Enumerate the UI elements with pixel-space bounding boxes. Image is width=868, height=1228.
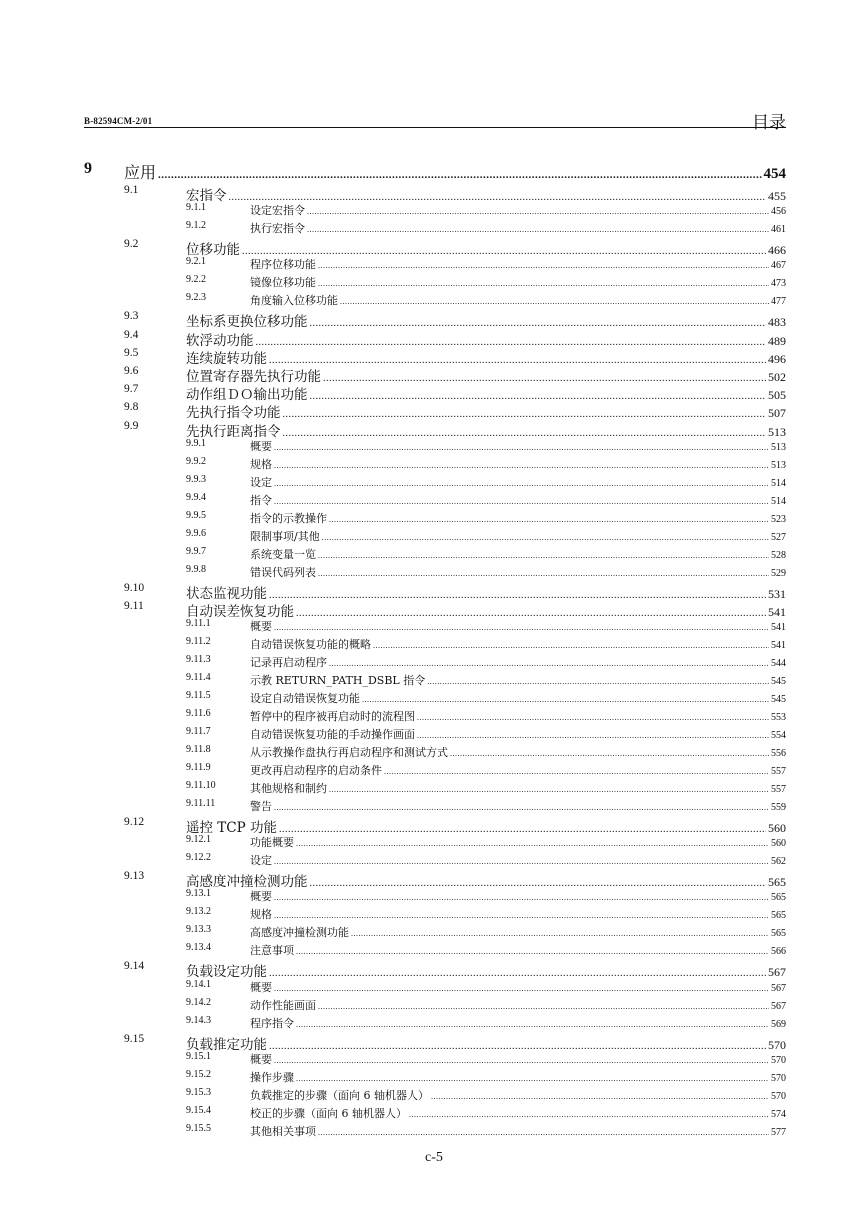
dot-leader [318,279,769,287]
toc-subsection-entry [84,744,786,762]
entry-page: 544 [771,658,786,670]
dot-leader [283,409,767,419]
entry-page: 570 [768,1037,786,1052]
entry-number: 9.8 [124,401,139,414]
entry-page: 554 [771,730,786,742]
toc-subsection-entry [84,888,786,906]
page-number: c-5 [425,1150,443,1165]
entry-page: 473 [771,278,786,290]
toc-subsection-entry [84,492,786,510]
entry-page: 567 [771,982,786,994]
entry-title: 设定 [250,854,272,868]
toc-section-entry [84,310,786,331]
entry-title: 自动错误恢复功能的手动操作画面 [250,728,415,742]
entry-title: 限制事项/其他 [250,529,320,543]
entry-page: 577 [771,1126,786,1138]
toc-section-entry [84,582,786,600]
dot-leader [450,749,769,757]
entry-title: 软浮动功能 [186,332,254,349]
entry-number: 9.9.8 [186,563,206,575]
entry-title: 负载推定功能 [186,1036,267,1053]
entry-title: 宏指令 [186,188,227,204]
entry-number: 9.14 [124,960,145,973]
entry-title: 概要 [250,439,272,453]
entry-title: 注意事项 [250,944,294,958]
entry-number: 9.1 [124,184,139,196]
dot-leader [158,169,761,180]
entry-number: 9.14.2 [186,996,211,1008]
entry-title: 高感度冲撞检测功能 [186,874,308,891]
entry-page: 531 [768,586,786,601]
dot-leader [274,1056,769,1064]
entry-page: 541 [771,622,786,634]
entry-number: 9.11.9 [186,762,211,774]
toc-subsection-entry [84,852,786,870]
entry-page: 513 [768,424,786,439]
entry-number: 9.15 [124,1032,145,1045]
entry-number: 9.11.11 [186,798,216,810]
dot-leader [431,1092,769,1100]
entry-page: 455 [768,189,786,203]
dot-leader [310,318,767,328]
toc-subsection-entry [84,546,786,564]
dot-leader [274,623,769,631]
entry-page: 541 [768,604,786,619]
dot-leader [274,893,769,901]
dot-leader [322,533,769,541]
entry-title: 动作性能画面 [250,998,316,1012]
entry-number: 9.11.1 [186,618,211,630]
toc-subsection-entry [84,780,786,798]
dot-leader [274,803,769,811]
entry-title: 角度输入位移功能 [250,294,338,308]
entry-number: 9.11.2 [186,636,211,648]
dot-leader [373,641,769,649]
toc-subsection-entry [84,1051,786,1069]
entry-page: 513 [771,459,786,471]
entry-title: 程序指令 [250,1016,294,1030]
entry-page: 514 [771,495,786,507]
dot-leader [384,767,769,775]
toc-section-entry [84,347,786,365]
entry-title: 概要 [250,890,272,904]
dot-leader [242,246,766,256]
entry-page: 565 [771,910,786,922]
entry-title: 警告 [250,800,272,814]
entry-page: 466 [768,243,786,258]
toc-subsection-entry [84,762,786,780]
entry-number: 9.2.1 [186,256,206,268]
entry-number: 9.1.1 [186,202,206,214]
entry-title: 系统变量一览 [250,547,316,561]
entry-title: 执行宏指令 [250,222,305,236]
entry-number: 9.15.4 [186,1104,211,1116]
entry-number: 9.3 [124,310,139,323]
toc-subsection-entry [84,924,786,942]
toc-subsection-entry [84,1123,786,1141]
dot-leader [427,677,769,685]
toc-subsection-entry [84,1015,786,1033]
entry-number: 9.9.7 [186,545,206,557]
entry-page: 556 [771,748,786,760]
entry-title: 设定 [250,475,272,489]
entry-page: 545 [771,694,786,706]
entry-number: 9.14.3 [186,1014,211,1026]
toc-subsection-entry [84,672,786,690]
entry-title: 概要 [250,620,272,634]
toc-section-entry [84,365,786,383]
entry-number: 9.9.3 [186,473,206,485]
toc-section-entry [84,816,786,837]
entry-number: 9.2.2 [186,274,206,286]
entry-title: 设定自动错误恢复功能 [250,692,360,706]
entry-number: 9.12.2 [186,852,211,864]
entry-number: 9.15.5 [186,1122,211,1134]
entry-page: 557 [771,766,786,778]
entry-number: 9.11 [124,599,144,612]
dot-leader [274,857,769,865]
dot-leader [318,1128,769,1136]
toc-section-entry [84,238,786,259]
toc-subsection-entry [84,474,786,492]
toc-subsection-entry [84,708,786,726]
entry-title: 镜像位移功能 [250,276,316,290]
toc-subsection-entry [84,274,786,292]
entry-page: 514 [771,477,786,489]
dot-leader [310,878,767,888]
entry-number: 9.9.6 [186,527,206,539]
entry-title: 负载推定的步骤（面向 6 轴机器人） [250,1088,429,1102]
entry-title: 操作步骤 [250,1070,294,1084]
entry-page: 461 [771,224,786,236]
entry-page: 483 [768,315,786,330]
toc-section-entry [84,184,786,202]
entry-page: 513 [771,441,786,453]
entry-page: 562 [771,856,786,868]
entry-page: 507 [768,406,786,421]
dot-leader [340,297,769,305]
chapter-page: 454 [763,166,786,182]
entry-title: 状态监视功能 [186,585,267,602]
entry-number: 9.12.1 [186,834,211,846]
dot-leader [329,515,769,523]
dot-leader [409,1110,769,1118]
toc-subsection-entry [84,979,786,997]
entry-number: 9.13 [124,870,145,883]
toc-section-entry [84,329,786,347]
toc-subsection-entry [84,202,786,220]
table-of-contents [84,160,786,1141]
entry-title: 设定宏指令 [250,204,305,218]
entry-page: 567 [768,965,786,980]
entry-page: 529 [771,567,786,579]
dot-leader [351,929,769,937]
toc-subsection-entry [84,690,786,708]
document-code: B-82594CM-2/01 [84,116,153,126]
entry-page: 502 [768,369,786,384]
entry-title: 位置寄存器先执行功能 [186,368,321,385]
entry-number: 9.9.4 [186,491,206,503]
dot-leader [417,713,769,721]
entry-title: 其他相关事项 [250,1124,316,1138]
dot-leader [307,207,769,215]
entry-title: 错误代码列表 [250,565,316,579]
entry-title: 暂停中的程序被再启动时的流程图 [250,710,415,724]
entry-page: 565 [771,928,786,940]
entry-title: 指令 [250,493,272,507]
entry-page: 559 [771,802,786,814]
entry-page: 560 [771,838,786,850]
dot-leader [310,391,767,401]
entry-title: 负载设定功能 [186,964,267,981]
entry-number: 9.9.2 [186,455,206,467]
entry-page: 569 [771,1018,786,1030]
dot-leader [296,608,766,618]
entry-page: 570 [771,1090,786,1102]
entry-number: 9.11.6 [186,708,211,720]
entry-page: 527 [771,531,786,543]
entry-number: 9.15.1 [186,1050,211,1062]
entry-number: 9.10 [124,581,145,594]
toc-subsection-entry [84,1069,786,1087]
toc-section-entry [84,870,786,891]
entry-page: 456 [771,206,786,218]
dot-leader [296,1074,769,1082]
toc-subsection-entry [84,510,786,528]
entry-title: 遥控 TCP 功能 [186,820,277,837]
entry-title: 程序位移功能 [250,258,316,272]
entry-page: 541 [771,640,786,652]
entry-page: 567 [771,1000,786,1012]
entry-number: 9.13.1 [186,888,211,900]
toc-subsection-entry [84,636,786,654]
entry-page: 528 [771,549,786,561]
entry-title: 坐标系更换位移功能 [186,314,308,331]
dot-leader [323,373,766,383]
entry-title: 高感度冲撞检测功能 [250,926,349,940]
entry-number: 9.11.10 [186,780,216,792]
entry-page: 477 [771,296,786,308]
dot-leader [318,569,769,577]
entry-number: 9.13.4 [186,942,211,954]
entry-number: 9.11.7 [186,726,211,738]
entry-title: 连续旋转功能 [186,350,267,367]
entry-page: 560 [768,821,786,836]
toc-section-entry [84,1033,786,1051]
entry-page: 489 [768,333,786,348]
entry-number: 9.13.2 [186,906,211,918]
toc-subsection-entry [84,528,786,546]
header-title: 目录 [752,113,786,133]
toc-subsection-entry [84,456,786,474]
dot-leader [229,192,767,202]
toc-subsection-entry [84,1105,786,1123]
dot-leader [362,695,769,703]
entry-number: 9.15.2 [186,1068,211,1080]
entry-page: 467 [771,260,786,272]
entry-title: 指令的示教操作 [250,511,327,525]
entry-number: 9.2.3 [186,292,206,304]
toc-subsection-entry [84,942,786,960]
toc-subsection-entry [84,618,786,636]
toc-subsection-entry [84,798,786,816]
dot-leader [269,355,766,365]
entry-title: 概要 [250,1052,272,1066]
entry-title: 位移功能 [186,242,240,259]
entry-title: 从示教操作盘执行再启动程序和测试方式 [250,746,448,760]
entry-number: 9.11.8 [186,744,211,756]
entry-title: 记录再启动程序 [250,656,327,670]
dot-leader [307,225,769,233]
entry-title: 规格 [250,908,272,922]
entry-number: 9.9 [124,419,139,432]
entry-number: 9.12 [124,816,145,829]
dot-leader [269,590,766,600]
entry-title: 其他规格和制约 [250,782,327,796]
toc-section-entry [84,600,786,618]
entry-number: 9.11.4 [186,672,211,684]
entry-page: 566 [771,946,786,958]
dot-leader [318,261,769,269]
dot-leader [318,551,769,559]
entry-page: 565 [771,892,786,904]
entry-page: 496 [768,351,786,366]
entry-title: 动作组ＤＯ输出功能 [186,387,308,404]
entry-page: 505 [768,388,786,403]
entry-title: 规格 [250,457,272,471]
entry-title: 概要 [250,980,272,994]
entry-page: 523 [771,513,786,525]
toc-subsection-entry [84,564,786,582]
toc-subsection-entry [84,292,786,310]
entry-number: 9.9.5 [186,509,206,521]
dot-leader [329,659,769,667]
entry-title: 校正的步骤（面向 6 轴机器人） [250,1106,407,1120]
entry-number: 9.11.3 [186,654,211,666]
chapter-title: 应用 [124,163,157,182]
entry-number: 9.7 [124,383,139,396]
entry-number: 9.9.1 [186,437,206,449]
toc-subsection-entry [84,997,786,1015]
dot-leader [256,337,767,347]
entry-number: 9.2 [124,238,139,251]
dot-leader [329,785,769,793]
toc-subsection-entry [84,654,786,672]
toc-subsection-entry [84,438,786,456]
toc-subsection-entry [84,726,786,744]
entry-number: 9.4 [124,328,139,341]
entry-page: 553 [771,712,786,724]
dot-leader [283,428,767,438]
entry-title: 功能概要 [250,836,294,850]
entry-page: 570 [771,1072,786,1084]
toc-subsection-entry [84,834,786,852]
entry-title: 自动误差恢复功能 [186,603,294,620]
entry-number: 9.5 [124,346,139,359]
toc-section-entry [84,383,786,404]
toc-subsection-entry [84,906,786,924]
entry-title: 先执行指令功能 [186,405,281,422]
dot-leader [274,443,769,451]
dot-leader [279,824,766,834]
dot-leader [274,911,769,919]
entry-number: 9.14.1 [186,978,211,990]
dot-leader [296,1020,769,1028]
toc-chapter-entry [84,160,786,184]
dot-leader [318,1002,769,1010]
toc-section-entry [84,960,786,981]
entry-title: 先执行距离指令 [186,423,281,440]
dot-leader [269,1041,766,1051]
toc-section-entry [84,401,786,422]
dot-leader [274,479,769,487]
chapter-number: 9 [84,160,92,177]
dot-leader [269,968,766,978]
entry-page: 565 [768,875,786,890]
dot-leader [274,984,769,992]
entry-page: 574 [771,1108,786,1120]
dot-leader [274,497,769,505]
toc-subsection-entry [84,220,786,238]
toc-section-entry [84,420,786,438]
dot-leader [296,839,769,847]
entry-title: 自动错误恢复功能的概略 [250,638,371,652]
toc-subsection-entry [84,256,786,274]
entry-title: 示教 RETURN_PATH_DSBL 指令 [250,674,426,688]
dot-leader [417,731,769,739]
entry-number: 9.1.2 [186,220,206,232]
entry-number: 9.13.3 [186,924,211,936]
entry-number: 9.11.5 [186,690,211,702]
entry-title: 更改再启动程序的启动条件 [250,764,382,778]
entry-page: 557 [771,784,786,796]
entry-number: 9.6 [124,364,139,377]
entry-number: 9.15.3 [186,1086,211,1098]
dot-leader [274,461,769,469]
entry-page: 545 [771,676,786,688]
entry-page: 570 [771,1054,786,1066]
dot-leader [296,947,769,955]
header-rule [84,127,786,128]
toc-subsection-entry [84,1087,786,1105]
